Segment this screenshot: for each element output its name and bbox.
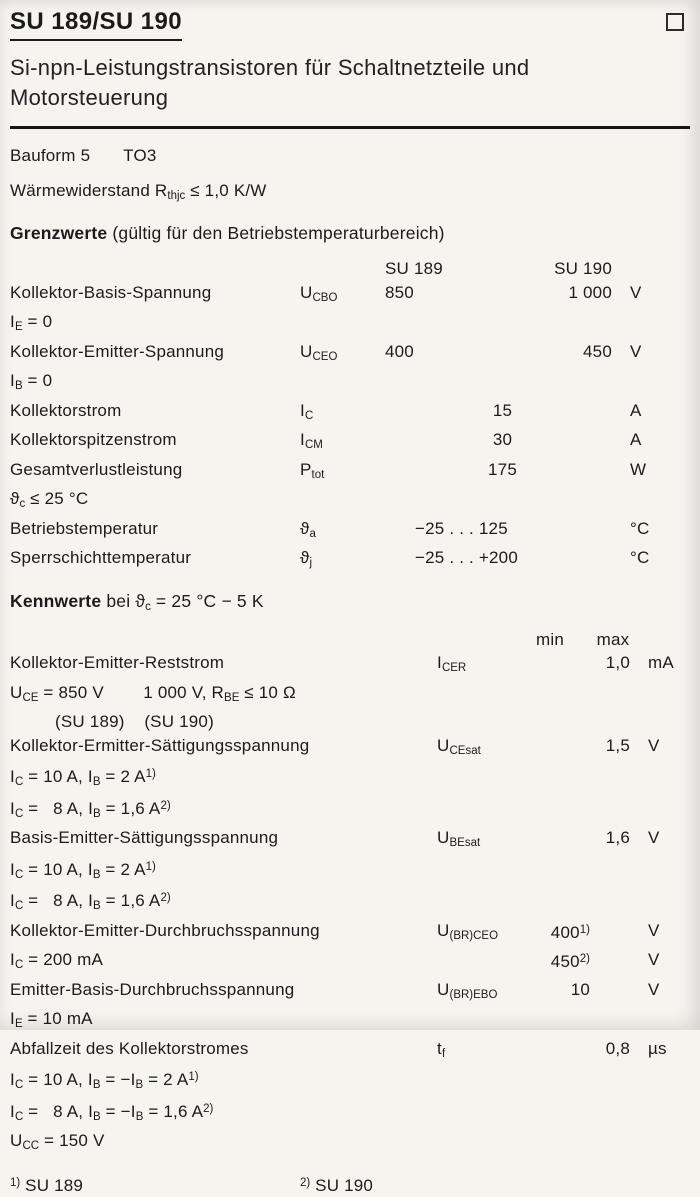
table-row [10, 546, 690, 576]
param-unit: °C [620, 517, 690, 547]
bauform-line [10, 144, 690, 168]
param-unit: A [620, 399, 690, 429]
kennwerte-rows [10, 651, 690, 1159]
param-condition: $I_C = 10$ A, $I_B = 2$ $A^{1)}$ [10, 763, 690, 795]
param-value: 175 [385, 458, 620, 488]
param-symbol: $I_{CER}$ [425, 651, 510, 681]
param-condition: $I_E = 10$ mA [10, 1007, 690, 1037]
table-row [10, 651, 690, 681]
param-max-value: 0,8 [590, 1037, 636, 1067]
param-symbol: $P_{tot}$ [300, 458, 385, 488]
param-symbol: $I_{CM}$ [300, 428, 385, 458]
bauform-label: Bauform 5 [10, 146, 90, 165]
column-header-su190: SU 190 [470, 257, 620, 281]
param-symbol: $U_{(BR)EBO}$ [425, 978, 510, 1008]
divider [10, 126, 690, 129]
param-name: Gesamtverlustleistung [10, 458, 300, 488]
table-row [10, 458, 690, 488]
param-max-value: 1,0 [590, 651, 636, 681]
param-condition: $I_C = 8$ A, $I_B = 1,6$ $A^{2)}$ [10, 795, 690, 827]
param-min-value: 10 [510, 978, 590, 1008]
param-condition: $I_E = 0$ [10, 310, 690, 340]
table-row [10, 340, 690, 370]
table-row [10, 399, 690, 429]
footnote-2: $^{2)}$ SU 190 [300, 1172, 690, 1197]
param-min-value: 450$^{2)}$ [510, 948, 590, 978]
param-unit: V [620, 281, 690, 311]
param-unit: µs [636, 1037, 690, 1067]
param-condition: (SU 189) (SU 190) [10, 710, 690, 734]
param-symbol: $ϑ_j$ [300, 546, 385, 576]
param-name: Kollektor-Ermitter-Sättigungsspannung [10, 734, 425, 764]
param-value-su190: 1 000 [470, 281, 620, 311]
table-row [10, 978, 690, 1008]
page-title: SU 189/SU 190 [10, 8, 182, 41]
param-unit: A [620, 428, 690, 458]
param-max-value: 1,5 [590, 734, 636, 764]
table-row [10, 517, 690, 547]
kennwerte-heading-rest: bei $ϑ_c = 25$ °C − 5 K [101, 591, 264, 611]
param-symbol: $t_f$ [425, 1037, 510, 1067]
subtitle-line-2: Motorsteuerung [10, 83, 690, 113]
page-subtitle [10, 53, 690, 113]
param-symbol: $I_C$ [300, 399, 385, 429]
param-condition: $I_C = 8$ A, $I_B = 1,6$ $A^{2)}$ [10, 887, 690, 919]
param-name: Sperrschichttemperatur [10, 546, 300, 576]
header [10, 8, 690, 41]
param-value-su189: 850 [385, 281, 470, 311]
footnotes [10, 1172, 690, 1197]
table-row [10, 826, 690, 856]
param-symbol: $U_{CEO}$ [300, 340, 385, 370]
param-value: 30 [385, 428, 620, 458]
param-unit: V [636, 734, 690, 764]
param-condition: $I_C = 10$ A, $I_B = 2$ $A^{1)}$ [10, 856, 690, 888]
grenzwerte-column-headers [10, 257, 690, 281]
param-name: Betriebstemperatur [10, 517, 300, 547]
param-condition: $I_B = 0$ [10, 369, 690, 399]
table-row [10, 281, 690, 311]
param-symbol: $ϑ_a$ [300, 517, 385, 547]
param-unit: V [620, 340, 690, 370]
grenzwerte-rows [10, 281, 690, 576]
param-condition: $U_{CE} = 850$ V 1 000 V, $R_{BE} \le 10$ Ω [10, 681, 690, 711]
param-name: Kollektor-Emitter-Reststrom [10, 651, 425, 681]
table-row [10, 734, 690, 764]
condition-row [10, 948, 690, 978]
param-unit: W [620, 458, 690, 488]
kennwerte-heading-bold: Kennwerte [10, 591, 101, 611]
param-unit: V [636, 826, 690, 856]
param-symbol: $U_{BEsat}$ [425, 826, 510, 856]
param-condition: $I_C = 200$ mA [10, 948, 510, 978]
param-value-su190: 450 [470, 340, 620, 370]
param-symbol: $U_{(BR)CEO}$ [425, 919, 510, 949]
footnote-1: $^{1)}$ SU 189 [10, 1172, 300, 1197]
param-symbol: $U_{CEsat}$ [425, 734, 510, 764]
param-value: −25 . . . +200 [385, 546, 620, 576]
param-condition: $U_{CC} = 150$ V [10, 1129, 690, 1159]
param-value-su189: 400 [385, 340, 470, 370]
param-name: Emitter-Basis-Durchbruchsspannung [10, 978, 425, 1008]
param-name: Kollektor-Basis-Spannung [10, 281, 300, 311]
thermal-resistance-line: Wärmewiderstand $R_{thjc} \le 1,0$ K/W [10, 179, 690, 209]
param-name: Kollektor-Emitter-Durchbruchsspannung [10, 919, 425, 949]
param-unit: V [636, 948, 690, 978]
column-header-min: min [510, 628, 590, 652]
param-name: Kollektorstrom [10, 399, 300, 429]
param-min-value: 400$^{1)}$ [510, 919, 590, 949]
kennwerte-column-headers [10, 628, 690, 652]
param-unit: V [636, 919, 690, 949]
param-max-value: 1,6 [590, 826, 636, 856]
section-heading-kennwerte [10, 589, 690, 619]
grenzwerte-heading-bold: Grenzwerte [10, 223, 107, 243]
param-condition: $ϑ_c \le 25$ °C [10, 487, 690, 517]
column-header-max: max [590, 628, 636, 652]
param-condition: $I_C = 10$ A, $I_B = -I_B = 2$ $A^{1)}$ [10, 1066, 690, 1098]
bauform-value: TO3 [123, 146, 156, 165]
param-name: Kollektor-Emitter-Spannung [10, 340, 300, 370]
subtitle-line-1: Si-npn-Leistungstransistoren für Schaltnetzteile und [10, 53, 690, 83]
table-row [10, 1037, 690, 1067]
table-row [10, 428, 690, 458]
param-value: −25 . . . 125 [385, 517, 620, 547]
param-unit: V [636, 978, 690, 1008]
param-symbol: $U_{CBO}$ [300, 281, 385, 311]
table-row [10, 919, 690, 949]
param-value: 15 [385, 399, 620, 429]
param-name: Kollektorspitzenstrom [10, 428, 300, 458]
param-name: Basis-Emitter-Sättigungsspannung [10, 826, 425, 856]
param-unit: mA [636, 651, 690, 681]
param-condition: $I_C = 8$ A, $I_B = -I_B = 1,6$ $A^{2)}$ [10, 1098, 690, 1130]
param-unit: °C [620, 546, 690, 576]
corner-checkbox-icon [666, 13, 684, 31]
section-heading-grenzwerte [10, 221, 690, 245]
column-header-su189: SU 189 [385, 257, 470, 281]
param-name: Abfallzeit des Kollektorstromes [10, 1037, 425, 1067]
grenzwerte-heading-rest: (gültig für den Betriebstemperaturbereich) [107, 223, 444, 243]
